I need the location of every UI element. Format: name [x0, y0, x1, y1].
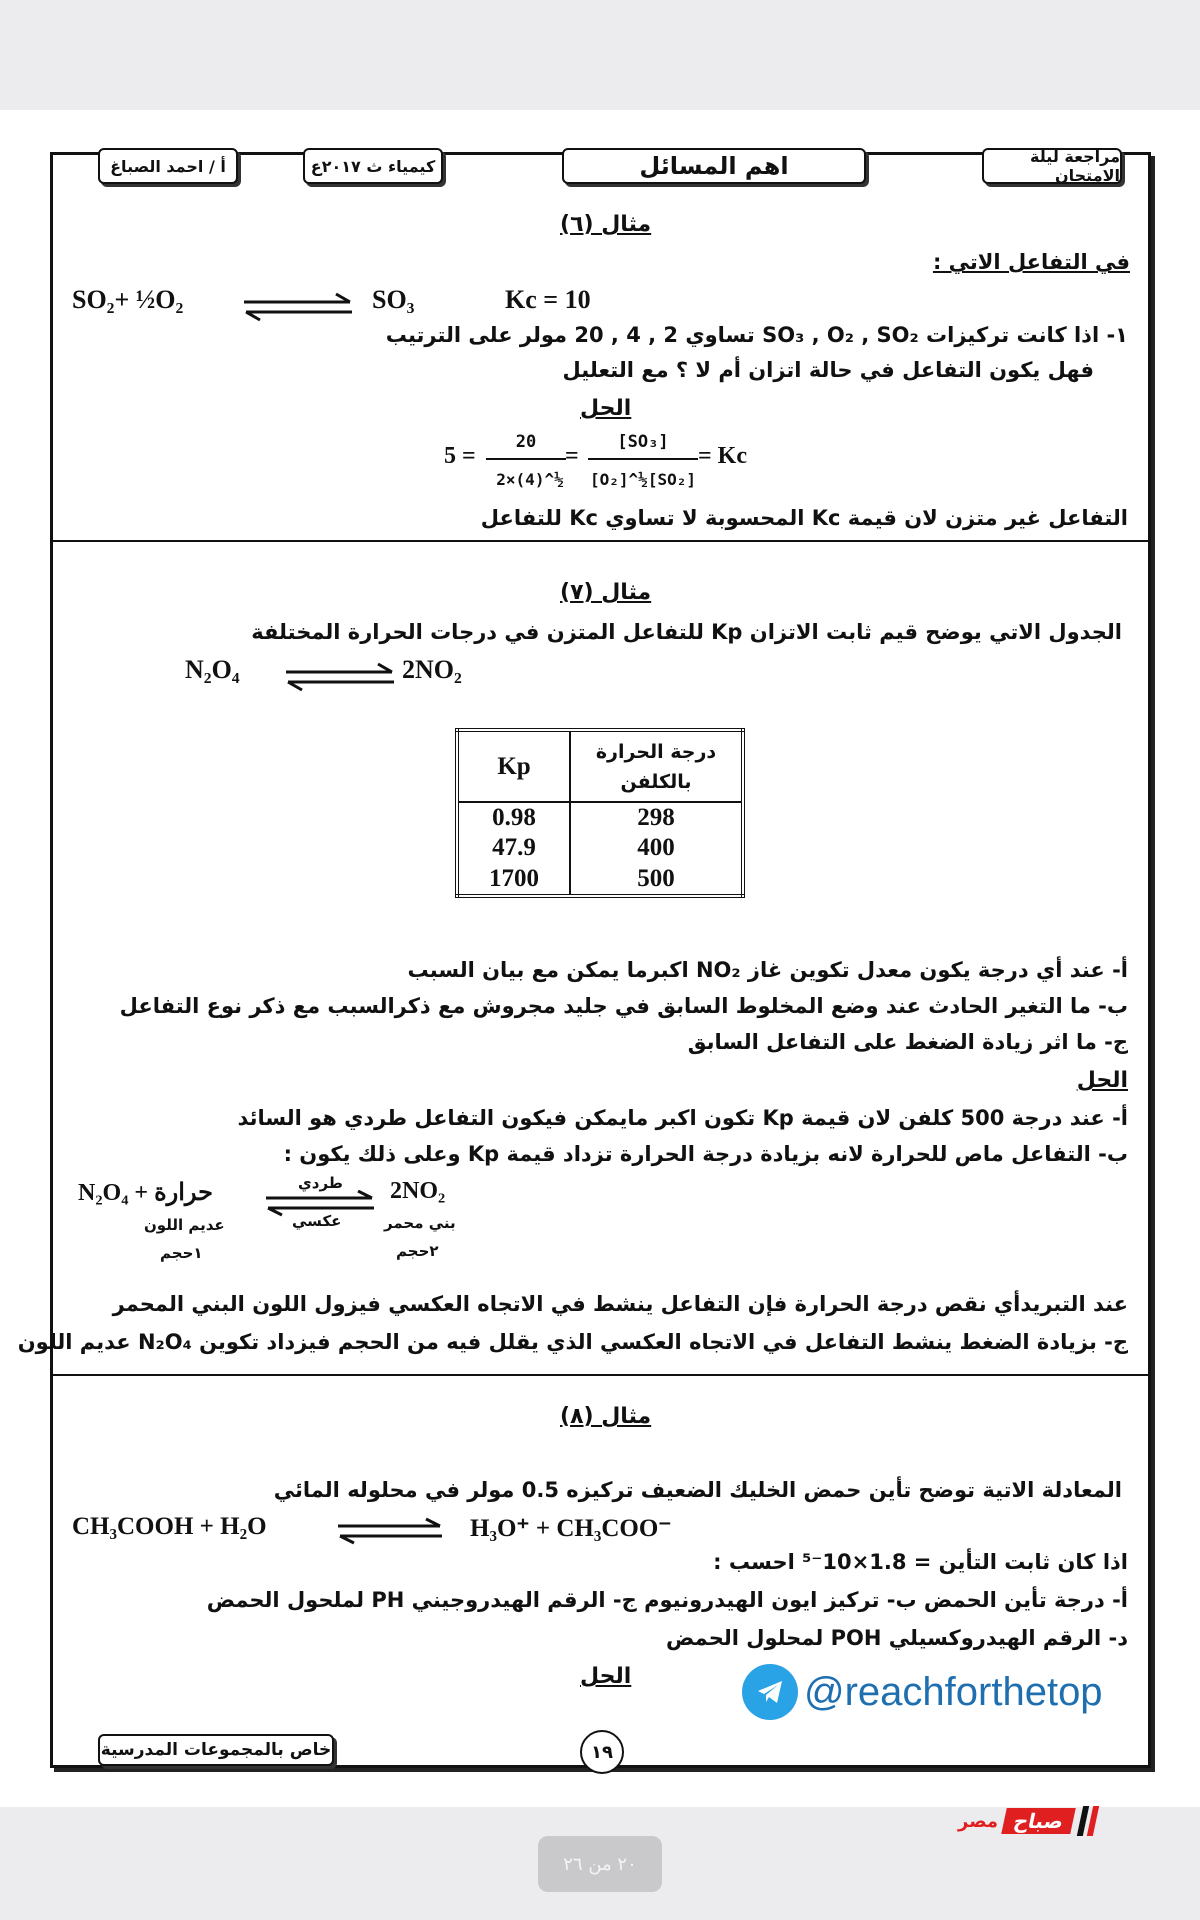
telegram-watermark: [742, 1664, 1103, 1720]
kp-cell: 47.9: [457, 832, 570, 864]
ex7-question-b: ب- ما التغير الحادث عند وضع المخلوط السابق في جليد مجروش مع ذكرالسبب مع ذكر نوع التفاعل: [119, 994, 1128, 1018]
ex7-question-c: ج- ما اثر زيادة الضغط على التفاعل السابق: [687, 1030, 1128, 1054]
ex7-question-a: أ- عند أي درجة يكون معدل تكوين غاز NO₂ اكبرما يمكن مع بيان السبب: [407, 958, 1128, 982]
logo-text-sabah: صباح: [1001, 1808, 1076, 1834]
ex7-eq-right: 2NO₂: [402, 655, 462, 684]
ex6-eq-right: SO₃: [372, 285, 415, 314]
ex6-conclusion: التفاعل غير متزن لان قيمة Kc المحسوبة لا تساوي Kc للتفاعل: [480, 506, 1128, 530]
section-divider: [53, 1374, 1148, 1376]
ex8-eq-left: CH₃COOH + H₂O: [72, 1513, 267, 1540]
ex8-given: اذا كان ثابت التأين = 1.8×10⁻⁵ احسب :: [713, 1550, 1128, 1574]
calc-denominator-1: 2×(4)^½: [496, 470, 564, 489]
reaction-left-note-color: عديم اللون: [144, 1216, 225, 1234]
ex7-answer-b: ب- التفاعل ماص للحرارة لانه بزيادة درجة الحرارة تزداد قيمة Kp وعلى ذلك يكون :: [283, 1142, 1128, 1166]
example-7-title: مثال (٧): [560, 580, 652, 605]
reaction-right-note-color: بني محمر: [384, 1214, 456, 1232]
ex6-solution-label: الحل: [580, 396, 632, 421]
ex7-solution-label: الحل: [1076, 1068, 1128, 1093]
footer-note: خاص بالمجموعات المدرسية: [98, 1734, 334, 1766]
ex7-answer-c: ج- بزيادة الضغط ينشط التفاعل في الاتجاه العكسي الذي يقلل فيه من الحجم فيزداد تكوين N₂O₄ عديم اللون: [17, 1330, 1128, 1354]
example-6-intro: في التفاعل الاتي :: [932, 250, 1130, 274]
viewer-top-bar: [0, 0, 1200, 110]
ex8-question-d: د- الرقم الهيدروكسيلي POH لمحلول الحمض: [665, 1626, 1128, 1650]
header-review-label: مراجعة ليلة الامتحان: [982, 148, 1122, 184]
telegram-icon: [742, 1664, 798, 1720]
watermark-text: @reachforthetop: [804, 1669, 1103, 1714]
ex8-eq-right: H₃O⁺ + CH₃COO⁻: [470, 1515, 672, 1542]
ex8-intro: المعادلة الاتية توضح تأين حمض الخليك الضعيف تركيزه 0.5 مولر في محلوله المائي: [273, 1478, 1122, 1502]
temperature-column-header: درجة الحرارة بالكلفن: [570, 730, 743, 802]
equilibrium-arrow-icon: [282, 660, 398, 694]
header-teacher: أ / احمد الصباغ: [98, 148, 238, 184]
calc-numerator-1: 20: [515, 432, 537, 452]
calc-denominator-2: [O₂]^½[SO₂]: [590, 470, 696, 489]
kp-temperature-table: [455, 728, 745, 898]
example-8-title: مثال (٨): [560, 1404, 652, 1429]
page-indicator[interactable]: ٢٠ من ٢٦: [538, 1836, 662, 1892]
kp-cell: 0.98: [457, 802, 570, 832]
fraction-bar: [486, 458, 566, 460]
header-subject: كيمياء ث ٢٠١٧ع: [303, 148, 443, 184]
forward-label: طردي: [298, 1174, 343, 1192]
temperature-cell: 400: [570, 832, 743, 864]
logo-text-masr: مصر: [958, 1810, 999, 1832]
sabah-masr-logo: [958, 1806, 1096, 1836]
ex7-cooling-explanation: عند التبريدأي نقص درجة الحرارة فإن التفاعل ينشط في الاتجاه العكسي فيزول اللون البني المحمر: [112, 1292, 1128, 1316]
ex7-intro: الجدول الاتي يوضح قيم ثابت الاتزان Kp للتفاعل المتزن في درجات الحرارة المختلفة: [251, 620, 1122, 644]
ex7-answer-a: أ- عند درجة 500 كلفن لان قيمة Kp تكون اكبر مايمكن فيكون التفاعل طردي هو السائد: [237, 1106, 1128, 1130]
ex8-questions-abc: أ- درجة تأين الحمض ب- تركيز ايون الهيدرونيوم ج- الرقم الهيدروجيني PH لملحول الحمض: [206, 1588, 1128, 1612]
calc-lhs: 5 =: [444, 443, 476, 469]
fraction-bar: [588, 458, 698, 460]
example-6-title: مثال (٦): [560, 212, 652, 237]
reverse-label: عكسي: [292, 1212, 342, 1230]
temperature-cell: 298: [570, 802, 743, 832]
ex7-eq-left: N₂O₄: [185, 655, 240, 684]
header-title: اهم المسائل: [562, 148, 866, 184]
section-divider: [53, 540, 1148, 542]
page-number: ١٩: [580, 1730, 624, 1774]
kp-column-header: Kp: [457, 730, 570, 802]
temperature-cell: 500: [570, 864, 743, 896]
kp-cell: 1700: [457, 864, 570, 896]
reaction-right-note-volume: ٢حجم: [396, 1242, 439, 1260]
calc-equals: =: [565, 443, 579, 469]
ex6-eq-left: SO₂+ ½O₂: [72, 285, 184, 314]
ex6-kc: Kc = 10: [505, 285, 591, 314]
ex8-solution-label: الحل: [580, 1664, 632, 1689]
ex6-question-1: ١- اذا كانت تركيزات SO₃ , O₂ , SO₂ تساوي 2 , 4 , 20 مولر على الترتيب: [385, 323, 1128, 347]
reaction-left-note-volume: ١حجم: [160, 1244, 203, 1262]
calc-numerator-2: [SO₃]: [617, 432, 669, 452]
reaction-left: N₂O₄ + حرارة: [78, 1180, 213, 1206]
ex6-question-2: فهل يكون التفاعل في حالة اتزان أم لا ؟ مع التعليل: [562, 358, 1094, 382]
calc-rhs: = Kc: [698, 443, 747, 469]
equilibrium-arrow-icon: [334, 1516, 446, 1546]
reaction-right: 2NO₂: [390, 1178, 446, 1204]
equilibrium-arrow-icon: [240, 290, 356, 324]
